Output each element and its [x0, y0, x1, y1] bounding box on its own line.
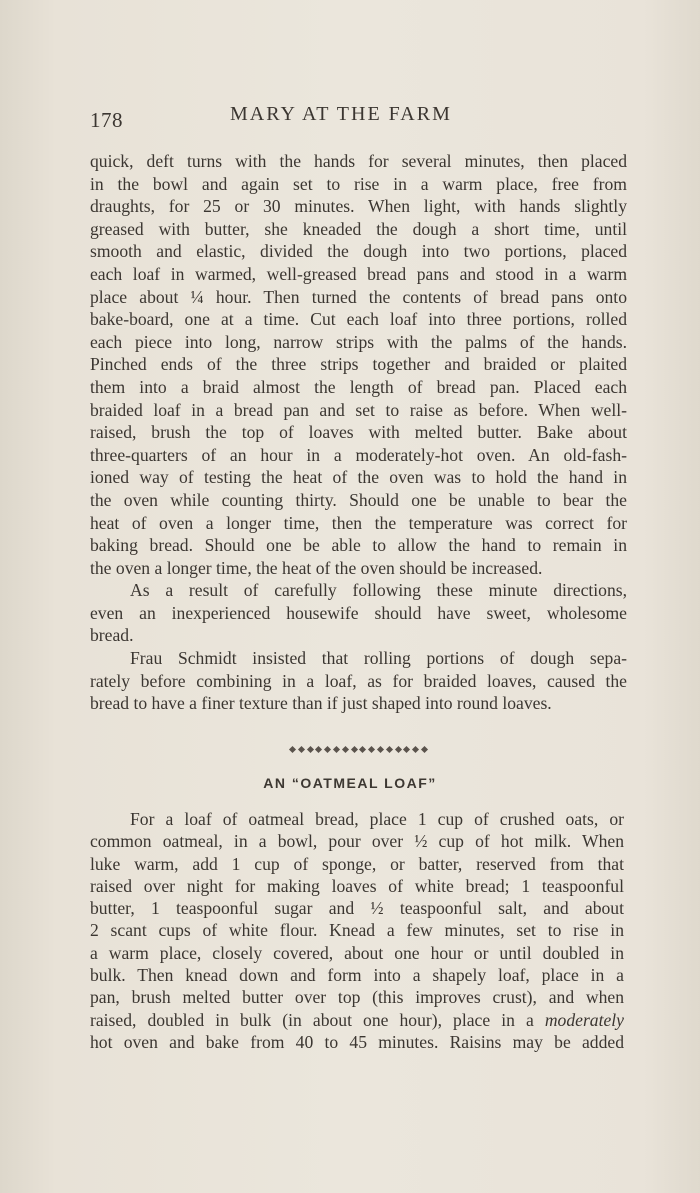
text-line: Pinched ends of the three strips together and braided or plaited — [90, 354, 627, 375]
diamond-icon — [315, 745, 322, 752]
diamond-icon — [342, 745, 349, 752]
text-line: draughts, for 25 or 30 minutes. When light, with hands slightly — [90, 196, 627, 217]
text-line: bread to have a finer texture than if just shaped into round loaves. — [90, 693, 552, 714]
diamond-icon — [298, 745, 305, 752]
text-line — [90, 1009, 624, 1031]
text-line: 2 scant cups of white flour. Knead a few minutes, set to rise in — [90, 920, 624, 941]
diamond-icon — [333, 745, 340, 752]
body-text-oatmeal-loaf — [90, 808, 624, 1053]
text-line: braided loaf in a bread pan and set to raise as before. When well- — [90, 399, 627, 420]
text-line: the oven a longer time, the heat of the oven should be increased. — [90, 557, 543, 578]
diamond-icon — [351, 745, 358, 752]
text-line: each loaf in warmed, well-greased bread pans and stood in a warm — [90, 263, 627, 284]
book-title: MARY AT THE FARM — [230, 103, 452, 125]
text-line: baking bread. Should one be able to allow the hand to remain in — [90, 535, 627, 556]
text-line: rately before combining in a loaf, as for braided loaves, caused the — [90, 670, 627, 691]
diamond-icon — [307, 745, 314, 752]
diamond-icon — [359, 745, 366, 752]
diamond-icon — [412, 745, 419, 752]
text-line: For a loaf of oatmeal bread, place 1 cup of crushed oats, or — [130, 809, 624, 829]
text-line: smooth and elastic, divided the dough into two portions, placed — [90, 241, 627, 262]
text-line: greased with butter, she kneaded the dough a short time, until — [90, 218, 627, 239]
text-line: place about ¼ hour. Then turned the contents of bread pans onto — [90, 286, 627, 307]
diamond-icon — [324, 745, 331, 752]
diamond-icon — [421, 745, 428, 752]
diamond-icon — [403, 745, 410, 752]
text-segment: raised, doubled in bulk (in about one hour), place in a — [90, 1009, 534, 1030]
text-line: butter, 1 teaspoonful sugar and ½ teaspoonful salt, and about — [90, 898, 624, 919]
text-line: a warm place, closely covered, about one hour or until doubled in — [90, 942, 624, 963]
diamond-icon — [289, 745, 296, 752]
text-line: raised over night for making loaves of white bread; 1 teaspoonful — [90, 875, 624, 896]
text-line: bake-board, one at a time. Cut each loaf into three portions, rolled — [90, 309, 627, 330]
text-line: them into a braid almost the length of bread pan. Placed each — [90, 376, 627, 397]
text-line: common oatmeal, in a bowl, pour over ½ cup of hot milk. When — [90, 831, 624, 852]
text-line: luke warm, add 1 cup of sponge, or batter, reserved from that — [90, 853, 624, 874]
text-line: hot oven and bake from 40 to 45 minutes. Raisins may be added — [90, 1031, 624, 1052]
recipe-heading: AN “OATMEAL LOAF” — [263, 775, 437, 791]
running-head — [90, 103, 630, 135]
diamond-icon — [395, 745, 402, 752]
text-line: each piece into long, narrow strips with the palms of the hands. — [90, 331, 627, 352]
page-number: 178 — [90, 108, 123, 132]
text-line: bulk. Then knead down and form into a shapely loaf, place in a — [90, 965, 624, 986]
diamond-icon — [368, 745, 375, 752]
text-line: heat of oven a longer time, then the temperature was correct for — [90, 512, 627, 533]
text-line: in the bowl and again set to rise in a warm place, free from — [90, 173, 627, 194]
text-line: ioned way of testing the heat of the oven was to hold the hand in — [90, 467, 627, 488]
text-line: As a result of carefully following these minute directions, — [130, 580, 627, 601]
text-line: bread. — [90, 625, 134, 646]
text-line: raised, brush the top of loaves with melted butter. Bake about — [90, 422, 627, 443]
body-text-braided-bread — [90, 150, 627, 715]
text-line: even an inexperienced housewife should have sweet, wholesome — [90, 602, 627, 623]
text-line: quick, deft turns with the hands for several minutes, then placed — [90, 151, 627, 171]
decorative-ornament — [290, 742, 427, 756]
text-line: Frau Schmidt insisted that rolling portions of dough sepa- — [130, 648, 627, 669]
text-line: three-quarters of an hour in a moderately-hot oven. An old-fash- — [90, 444, 627, 465]
italic-word: moderately — [544, 1009, 624, 1030]
text-line: pan, brush melted butter over top (this improves crust), and when — [90, 987, 624, 1008]
text-line: the oven while counting thirty. Should one be unable to bear the — [90, 489, 627, 510]
diamond-icon — [386, 745, 393, 752]
diamond-icon — [377, 745, 384, 752]
